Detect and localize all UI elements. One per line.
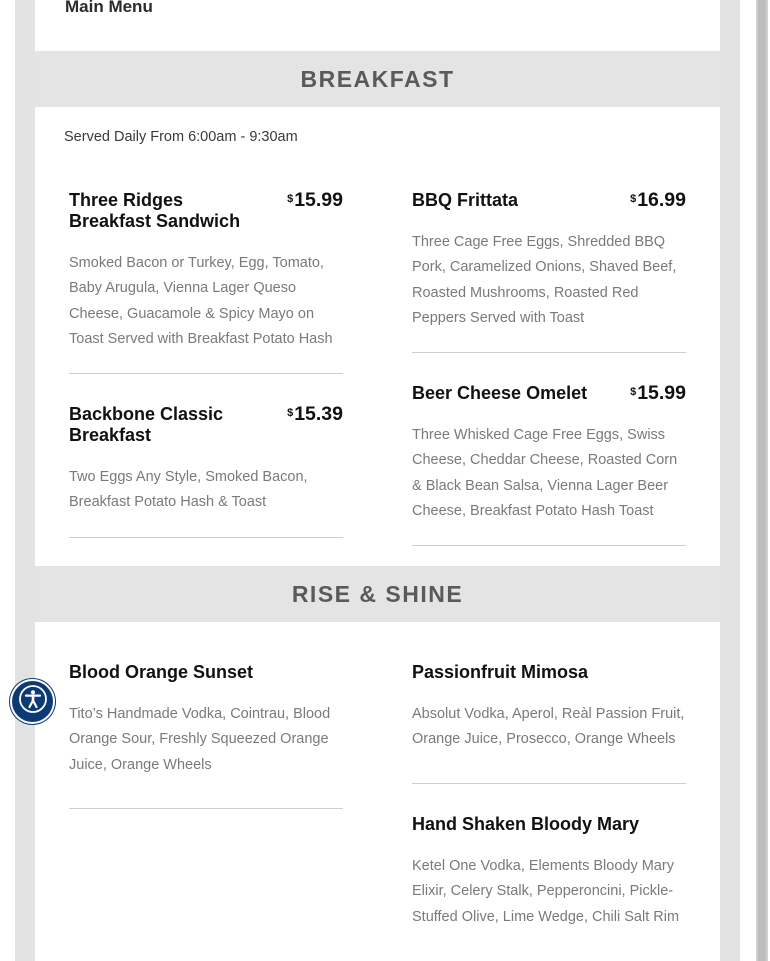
menu-item <box>412 383 686 524</box>
served-hours: Served Daily From 6:00am - 9:30am <box>64 129 298 145</box>
menu-item <box>69 190 343 352</box>
item-name: BBQ Frittata <box>412 190 519 210</box>
item-description: Tito’s Handmade Vodka, Cointrau, Blood Orange Sour, Freshly Squeezed Orange Juice, Orange Wheels <box>69 706 331 773</box>
item-divider <box>412 783 686 784</box>
menu-item <box>69 662 343 778</box>
item-name: Three Ridges Breakfast Sandwich <box>69 190 241 231</box>
menu-item <box>412 814 686 930</box>
item-divider <box>412 545 686 546</box>
breakfast-section-header <box>35 51 720 107</box>
breakfast-title: BREAKFAST <box>300 65 455 92</box>
item-price: $15.99 <box>630 382 686 404</box>
item-description: Smoked Bacon or Turkey, Egg, Tomato, Baby Arugula, Vienna Lager Queso Cheese, Guacamole & Spicy Mayo on Toast Served with Breakfast Potato Hash <box>69 255 333 347</box>
main-menu-heading: Main Menu <box>65 0 153 16</box>
item-divider <box>69 373 343 374</box>
item-price: $16.99 <box>630 189 686 211</box>
item-description: Two Eggs Any Style, Smoked Bacon, Breakfast Potato Hash & Toast <box>69 469 308 511</box>
item-description: Three Whisked Cage Free Eggs, Swiss Cheese, Cheddar Cheese, Roasted Corn & Black Bean Salsa, Vienna Lager Beer Cheese, Breakfast Potato Hash Toast <box>412 427 678 519</box>
accessibility-button[interactable] <box>12 681 53 722</box>
item-divider <box>69 808 343 809</box>
item-name: Backbone Classic Breakfast <box>69 404 224 445</box>
item-divider <box>412 352 686 353</box>
item-description: Ketel One Vodka, Elements Bloody Mary Elixir, Celery Stalk, Pepperoncini, Pickle-Stuffed Olive, Lime Wedge, Chili Salt Rim <box>412 858 680 925</box>
rise-shine-section-header <box>35 566 720 622</box>
menu-item <box>412 190 686 331</box>
item-name: Blood Orange Sunset <box>69 662 254 682</box>
rise-shine-title: RISE & SHINE <box>291 580 464 607</box>
item-price: $15.99 <box>287 189 343 211</box>
item-description: Three Cage Free Eggs, Shredded BBQ Pork, Caramelized Onions, Shaved Beef, Roasted Mushrooms, Roasted Red Peppers Served with Toast <box>412 234 677 326</box>
item-name: Passionfruit Mimosa <box>412 662 589 682</box>
item-divider <box>69 537 343 538</box>
item-price: $15.39 <box>287 403 343 425</box>
item-name: Hand Shaken Bloody Mary <box>412 814 640 834</box>
scrollbar-thumb[interactable] <box>758 0 766 961</box>
item-description: Absolut Vodka, Aperol, Reàl Passion Fruit, Orange Juice, Prosecco, Orange Wheels <box>412 706 685 748</box>
menu-item <box>69 404 343 516</box>
accessibility-icon <box>18 684 48 719</box>
item-name: Beer Cheese Omelet <box>412 383 588 403</box>
menu-item <box>412 662 686 753</box>
